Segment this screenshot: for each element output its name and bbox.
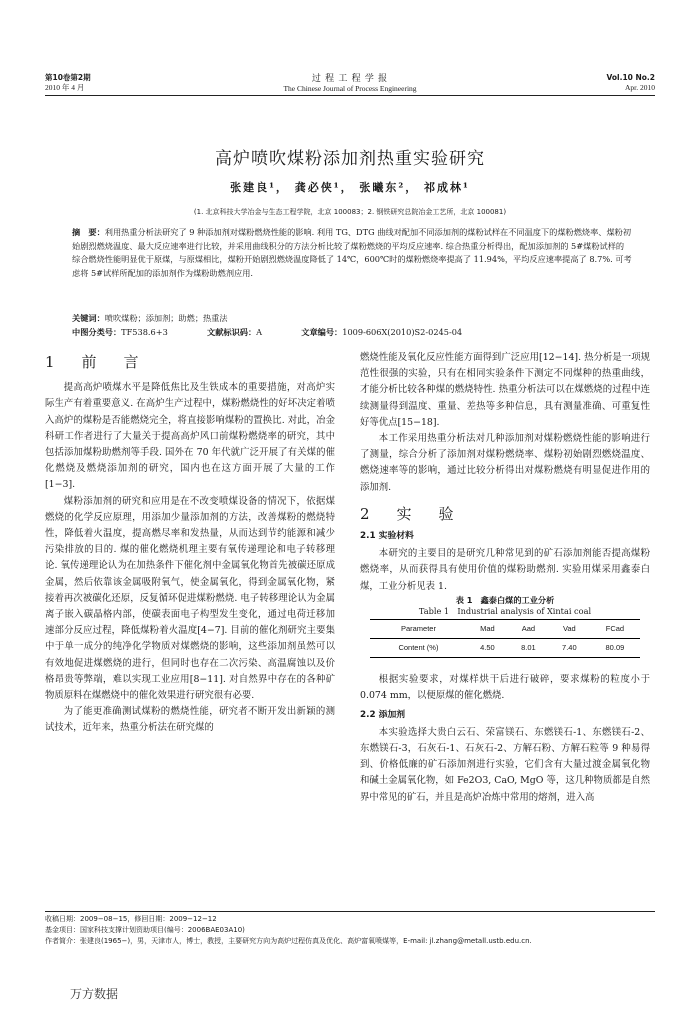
author-bio: 作者简介：张建良(1965−)，男，天津市人，博士，教授，主要研究方向为高炉过程仿真及优化、高炉富氧喷煤等，E-mail: jl.zhang@metall.ustb.edu.cn. [45, 937, 532, 945]
table-header-row [370, 619, 640, 638]
article-no-value: 1009-606X(2010)S2-0245-04 [342, 327, 463, 337]
paper-title: 高炉喷吹煤粉添加剂热重实验研究 [215, 149, 485, 169]
left-column [45, 350, 335, 737]
table-1-caption-cn: 表 1 鑫泰白煤的工业分析 [455, 594, 555, 605]
issue-date: 2010 年 4 月 [45, 83, 85, 92]
paper-authors: 张建良¹， 龚必侠¹， 张曦东²， 祁成林¹ [230, 181, 470, 194]
footnote-rule [45, 911, 655, 912]
table-cell: 8.01 [521, 643, 536, 653]
article-no-label: 文章编号： [301, 327, 343, 337]
intro-paragraph-5: 本工作采用热重分析法对几种添加剂对煤粉燃烧性能的影响进行了测量，综合分析了添加剂对煤粉燃烧率、煤粉初始剧烈燃烧温度、燃烧速率等的影响，通过比较分析得出对煤粉燃烧有明显促进作用的添加剂. [360, 433, 650, 493]
subsection-2-2-title: 2.2 添加剂 [360, 709, 406, 720]
table-cell: 7.40 [562, 643, 577, 653]
journal-name-cn: 过 程 工 程 学 报 [311, 73, 389, 83]
right-column [360, 350, 650, 806]
received-date: 收稿日期：2009−08−15，修回日期：2009−12−12 [45, 915, 217, 923]
additives-paragraph: 本实验选择大贵白云石、荣富镁石、东燃镁石-1、东燃镁石-2、东燃镁石-3，石灰石-1、石灰石-2、方解石粉、方解石粒等 9 种易得到、价格低廉的矿石添加剂进行实验，它们含有大量过渡金属氧化物和碱土金属氧化物，如 Fe2O3, CaO, MgO 等，这几种物质都是自然界中常见的矿石，并且是高炉冶炼中常用的熔剂，进入高 [360, 726, 650, 803]
table-cell: 4.50 [480, 643, 495, 653]
doc-code-value: A [256, 327, 263, 337]
table-1-caption [360, 595, 650, 617]
issue-date-en: Apr. 2010 [625, 83, 655, 92]
table-1 [370, 619, 640, 658]
table-header-cell: FCad [605, 623, 625, 633]
subsection-2-1-title: 2.1 实验材料 [360, 531, 414, 542]
journal-volume-right [606, 73, 655, 93]
fund-info: 基金项目：国家科技支撑计划资助项目(编号：2006BAE03A10) [45, 926, 245, 934]
keywords-label: 关键词： [72, 313, 105, 323]
keywords [72, 312, 632, 326]
table-header-cell: Aad [521, 623, 536, 633]
table-header-cell: Mad [480, 623, 495, 633]
classification-line [72, 326, 632, 340]
intro-paragraph-1: 提高高炉喷煤水平是降低焦比及生铁成本的重要措施，对高炉实际生产有着重要意义. 在高炉生产过程中，煤粉燃烧性的好坏决定着喷入高炉的煤粉是否能燃烧完全，将直接影响煤粉的置换比. 对此，冶金科研工作者进行了大量关于提高高炉风口前煤粉燃烧率的研究，其中包括添加煤粉助燃剂等手段. 国外在 70 年代就广泛开展了有关煤的催化燃烧及燃烧添加剂的研究，国内也在这方面开展了大量的工作[1−3]. [45, 382, 335, 491]
header-rule [45, 95, 655, 96]
table-header-cell: Parameter [400, 623, 436, 633]
materials-paragraph: 本研究的主要目的是研究几种常见到的矿石添加剂能否提高煤粉燃烧率，从而获得具有使用价值的煤粉助燃剂. 实验用煤采用鑫泰白煤，工业分析见表 1. [360, 548, 650, 592]
abstract-text: 利用热重分析法研究了 9 种添加剂对煤粉燃烧性能的影响. 利用 TG、DTG 曲线对配加不同添加剂的煤粉试样在不同温度下的煤粉燃烧率、煤粉初始剧烈燃烧温度、最大反应速率进行比较，并采用曲线积分的方法分析比较了煤粉燃烧的平均反应速率. 综合热重分析得出，配加添加剂的 5#煤粉试样的综合燃烧性能明显优于原煤，与原煤相比，煤粉开始剧烈燃烧温度降低了 14℃，600℃时的煤粉燃烧率提高了 11.94%，平均反应速率提高了 8.7%. 可考虑将 5#试样所配加的添加剂作为煤粉助燃剂应用. [72, 227, 632, 278]
doc-code-label: 文献标识码： [207, 327, 257, 337]
keywords-text: 喷吹煤粉；添加剂；助燃；热重法 [104, 313, 228, 323]
table-cell: Content (%) [398, 643, 439, 653]
footnotes [45, 914, 655, 947]
clc-value: TF538.6+3 [121, 327, 168, 337]
table-header-cell: Vad [562, 623, 576, 633]
section-1-title: 1 前 言 [45, 353, 145, 371]
intro-paragraph-4: 燃烧性能及氧化反应性能方面得到广泛应用[12−14]. 热分析是一项规范性很强的实验，只有在相同实验条件下测定不同煤种的热重曲线，才能分析比较各种煤的燃烧特性. 热重分析法可以在煤燃烧的过程中连续测量得到温度、重量、差热等多种信息，具有测量准确、可重复性好等优点[15−18]. [360, 352, 650, 428]
journal-name-en: The Chinese Journal of Process Engineering [283, 84, 417, 93]
intro-paragraph-2: 煤粉添加剂的研究和应用是在不改变喷煤设备的情况下，依据煤燃烧的化学反应原理，用添加少量添加剂的方法，改善煤粉的燃烧特性，降低着火温度，提高燃尽率和发热量，从而达到节约能源和减少污染排放的目的. 煤的催化燃烧机理主要有氧传递理论和电子转移理论. 氧传递理论认为在加热条件下催化剂中金属氧化物首先被碳还原成金属，然后依靠该金属吸附氧气，使金属氧化，得到金属氧化物，紧接着再次被碳化还原，反复循环促进煤粉燃烧. 电子转移理论认为金属离子嵌入碳晶格内部，使碳表面电子构型发生变化，通过电荷迁移加速部分反应过程，降低煤粉着火温度[4−7]. 目前的催化剂研究主要集中于单一成分的纯净化学物质对煤燃烧的影响，这些添加剂虽然可以有效地促进煤燃烧的进行，但同时也存在二次污染、高温腐蚀以及价格昂贵等弊端，难以实现工业应用[8−11]. 对自然界中存在的各种矿物质原料在煤燃烧中的催化效果进行研究很有必要. [45, 495, 335, 702]
section-2-title: 2 实 验 [360, 504, 460, 523]
abstract-label: 摘 要： [72, 227, 105, 237]
clc-label: 中图分类号： [72, 327, 122, 337]
table-1-caption-en: Table 1 Industrial analysis of Xintai coal [418, 605, 592, 616]
sample-prep-paragraph: 根据实验要求，对煤样烘干后进行破碎，要求煤粉的粒度小于 0.074 mm，以便原煤的催化燃烧. [360, 674, 650, 702]
paper-affiliation: (1. 北京科技大学冶金与生态工程学院，北京 100083；2. 钢铁研究总院冶金工艺所，北京 100081) [193, 208, 507, 216]
volume-issue: 第10卷第2期 [45, 73, 91, 82]
journal-name-center [0, 73, 700, 94]
watermark-text: 万方数据 [70, 987, 119, 1001]
table-row [370, 639, 640, 658]
intro-paragraph-3: 为了能更准确测试煤粉的燃烧性能，研究者不断开发出新颖的测试技术，近年来，热重分析法在研究煤的 [45, 706, 335, 734]
abstract [72, 226, 632, 280]
volume-issue-en: Vol.10 No.2 [606, 73, 655, 82]
table-cell: 80.09 [605, 643, 625, 653]
